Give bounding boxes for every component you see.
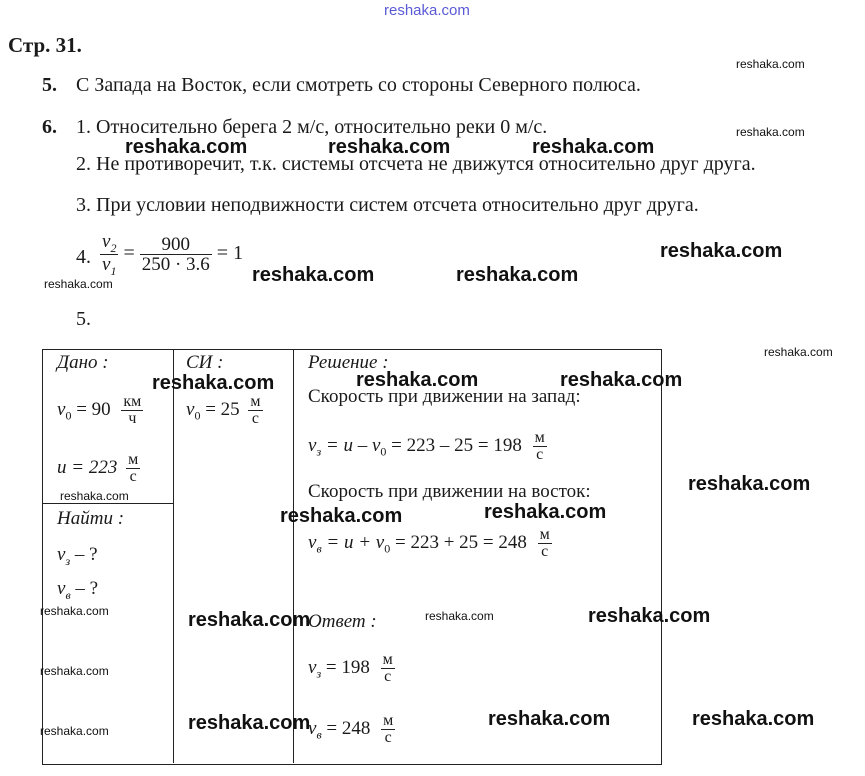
watermark: reshaka.com xyxy=(692,708,815,730)
column-divider-2 xyxy=(293,349,294,763)
watermark: reshaka.com xyxy=(532,136,655,158)
si-header: СИ : xyxy=(186,352,224,373)
watermark: reshaka.com xyxy=(588,605,711,627)
question-6-number: 6. xyxy=(42,116,57,138)
west-speed-text: Скорость при движении на запад: xyxy=(308,386,581,407)
question-6-part-3: 3. При условии неподвижности систем отсчета относительно друг друга. xyxy=(76,194,699,216)
si-v0: $v_0 = 25$ $\frac{м}{с}$ xyxy=(186,393,261,427)
watermark: reshaka.com xyxy=(764,345,833,359)
find-vv: $v_в$ – ? xyxy=(57,578,99,602)
watermark: reshaka.com xyxy=(188,712,311,734)
column-divider-1 xyxy=(173,349,174,763)
watermark: reshaka.com xyxy=(40,604,109,618)
watermark: reshaka.com xyxy=(560,369,683,391)
west-ms-unit: $\frac{м}{с}$ xyxy=(534,429,545,463)
find-header: Найти : xyxy=(57,508,125,529)
ms-unit: $\frac{м}{с}$ xyxy=(128,451,139,485)
watermark: reshaka.com xyxy=(425,609,494,623)
watermark: reshaka.com xyxy=(484,501,607,523)
site-link[interactable]: reshaka.com xyxy=(384,2,470,19)
watermark: reshaka.com xyxy=(44,277,113,291)
question-6-part-4-label: 4. xyxy=(76,246,91,268)
east-speed-text: Скорость при движении на восток: xyxy=(308,481,591,502)
question-6-part-1: 1. Относительно берега 2 м/с, относительно реки 0 м/с. xyxy=(76,116,548,138)
question-5-number: 5. xyxy=(42,74,57,96)
question-6-part-2: 2. Не противоречит, т.к. системы отсчета не движутся относительно друг друга. xyxy=(76,153,756,175)
watermark: reshaka.com xyxy=(488,708,611,730)
watermark: reshaka.com xyxy=(280,505,403,527)
watermark: reshaka.com xyxy=(688,473,811,495)
question-6-part-5-label: 5. xyxy=(76,308,91,330)
page-title: Стр. 31. xyxy=(8,33,82,57)
watermark: reshaka.com xyxy=(125,136,248,158)
velocity-ratio-formula: $\frac{v_2}{v_1}$ = $\frac{900}{250 \cdot 3.6}$ = 1 xyxy=(102,231,244,278)
answer-vz: $v_з = 198$ $\frac{м}{с}$ xyxy=(308,651,393,685)
watermark: reshaka.com xyxy=(456,264,579,286)
watermark: reshaka.com xyxy=(660,240,783,262)
answer-header: Ответ : xyxy=(308,611,377,632)
watermark: reshaka.com xyxy=(40,724,109,738)
west-speed-formula: $v_з = u - v_0 = 223 - 25 = 198$ $\frac{м}{с}$ xyxy=(308,429,545,463)
given-find-divider xyxy=(42,503,173,504)
question-5-answer: С Запада на Восток, если смотреть со стороны Северного полюса. xyxy=(76,74,641,96)
watermark: reshaka.com xyxy=(152,372,275,394)
answer-vz-unit: $\frac{м}{с}$ xyxy=(382,651,393,685)
east-speed-formula: $v_в = u + v_0 = 223 + 25 = 248$ $\frac{м}{с}$ xyxy=(308,526,550,560)
watermark: reshaka.com xyxy=(736,57,805,71)
kmh-unit: $\frac{км}{ч}$ xyxy=(123,393,142,427)
watermark: reshaka.com xyxy=(40,664,109,678)
watermark: reshaka.com xyxy=(736,125,805,139)
given-u: u = 223 $\frac{м}{с}$ xyxy=(57,451,139,485)
solution-header: Решение : xyxy=(308,352,389,373)
watermark: reshaka.com xyxy=(60,489,129,503)
numeric-ratio: $\frac{900}{250 \cdot 3.6}$ xyxy=(141,233,210,275)
find-vz: $v_з$ – ? xyxy=(57,544,98,568)
east-ms-unit: $\frac{м}{с}$ xyxy=(539,526,550,560)
watermark: reshaka.com xyxy=(252,264,375,286)
answer-vv: $v_в = 248$ $\frac{м}{с}$ xyxy=(308,712,394,746)
velocity-ratio: $\frac{v_2}{v_1}$ xyxy=(102,231,117,278)
watermark: reshaka.com xyxy=(328,136,451,158)
si-ms-unit: $\frac{м}{с}$ xyxy=(250,393,261,427)
given-v0: $v_0 = 90$ $\frac{км}{ч}$ xyxy=(57,393,142,427)
given-header: Дано : xyxy=(57,352,109,373)
watermark: reshaka.com xyxy=(356,369,479,391)
watermark: reshaka.com xyxy=(188,609,311,631)
answer-vv-unit: $\frac{м}{с}$ xyxy=(383,712,394,746)
